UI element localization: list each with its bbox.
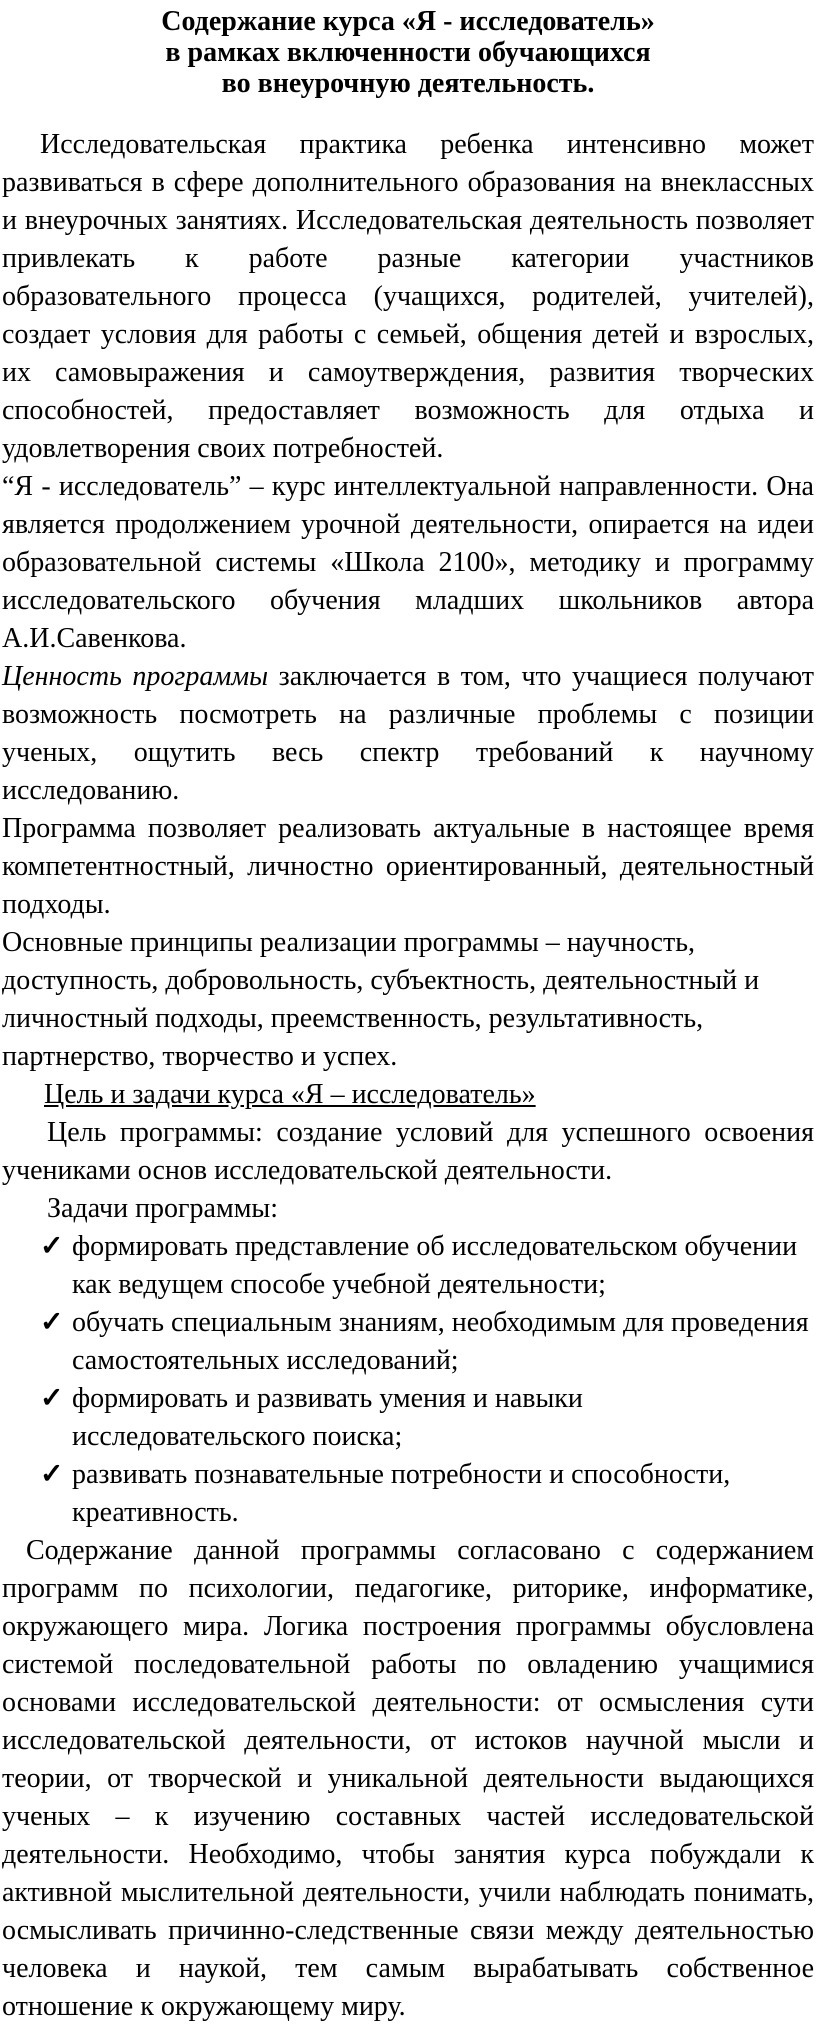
paragraph-program-approaches: Программа позволяет реализовать актуальные в настоящее время компетентностный, личностно ориентированный, деятельностный подходы. [2,813,814,920]
task-text: развивать познавательные потребности и способности, креативность. [72,1459,731,1528]
task-text: формировать представление об исследовательском обучении как ведущем способе учебной деятельности; [72,1231,798,1300]
tasks-list [2,1228,814,1532]
paragraph-course-description: “Я - исследователь” – курс интеллектуальной направленности. Она является продолжением урочной деятельности, опирается на идеи образовательной системы «Школа 2100», методику и программу исследовательского обучения младших школьников автора А.И.Савенкова. [2,471,814,654]
goals-heading: Цель и задачи курса «Я – исследователь» [44,1079,536,1110]
document-body [2,126,814,2026]
list-item [2,1228,814,1304]
paragraph-program-content: Содержание данной программы согласовано с содержанием программ по психологии, педагогике, риторике, информатике, окружающего мира. Логика построения программы обусловлена системой последовательной работы по овладению учащимися основами исследовательской деятельности: от осмысления сути исследовательской деятельности, от истоков научной мысли и теории, от творческой и уникальной деятельности выдающихся ученых – к изучению составных частей исследовательской деятельности. Необходимо, чтобы занятия курса побуждали к активной мыслительной деятельности, учили наблюдать понимать, осмысливать причинно-следственные связи между деятельностью человека и наукой, тем самым вырабатывать собственное отношение к окружающему миру. [2,1535,814,2022]
paragraph-tasks-label: Задачи программы: [47,1193,278,1224]
list-item [2,1380,814,1456]
checkmark-icon: ✓ [40,1459,64,1490]
paragraph-program-value [2,658,814,810]
list-item [2,1304,814,1380]
document-title-line-2: в рамках включенности обучающихся [165,37,651,68]
checkmark-icon: ✓ [40,1383,64,1414]
paragraph-program-principles: Основные принципы реализации программы – научность, доступность, добровольность, субъектность, деятельностный и личностный подходы, преемственность, результативность, партнерство, творчество и успех. [2,927,760,1072]
checkmark-icon: ✓ [40,1307,64,1338]
program-value-lead: Ценность программы [2,661,269,692]
paragraph-research-practice: Исследовательская практика ребенка интенсивно может развиваться в сфере дополнительного образования на внеклассных и внеурочных занятиях. Исследовательская деятельность позволяет привлекать к работе разные категории участников образовательного процесса (учащихся, родителей, учителей), создает условия для работы с семьей, общения детей и взрослых, их самовыражения и самоутверждения, развития творческих способностей, предоставляет возможность для отдыха и удовлетворения своих потребностей. [2,129,814,464]
document-title-line-3: во внеурочную деятельность. [221,68,595,99]
checkmark-icon: ✓ [40,1231,64,1262]
program-value-rest: заключается в том, что учащиеся получают возможность посмотреть на различные проблемы с позиции ученых, ощутить весь спектр требований к научному исследованию. [2,661,814,806]
paragraph-program-goal: Цель программы: создание условий для успешного освоения учениками основ исследовательской деятельности. [2,1117,814,1186]
document-title-line-1: Содержание курса «Я - исследователь» [161,6,655,37]
document-title [2,6,814,99]
list-item [2,1456,814,1532]
task-text: обучать специальным знаниям, необходимым для проведения самостоятельных исследований; [72,1307,809,1376]
task-text: формировать и развивать умения и навыки исследовательского поиска; [72,1383,583,1452]
